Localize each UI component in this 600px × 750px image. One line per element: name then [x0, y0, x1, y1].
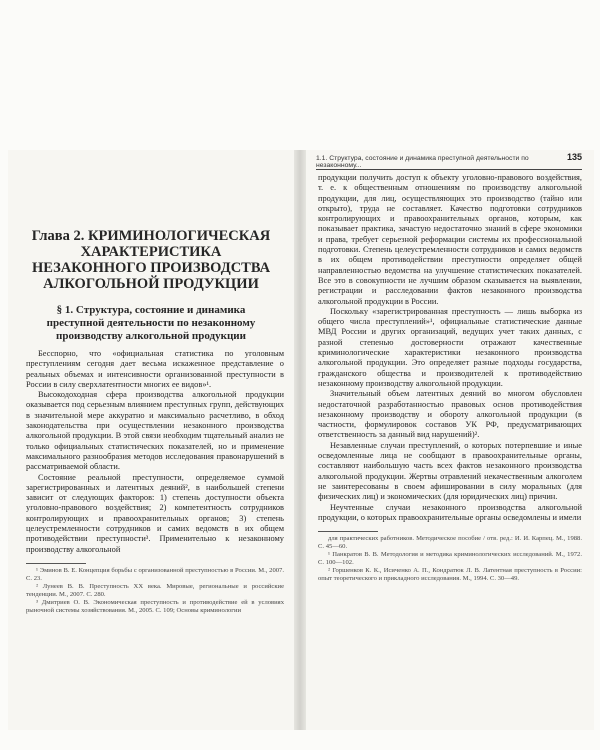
paragraph: продукции получить доступ к объекту уголовно-правового воздействия, т. е. к общественным отношениям по производству алкогольной продукции, для лиц, осуществляющих это производство (тайно или открыто), труда не составляет. Качество подготовки сотрудников контролирующих и правоохранительных органов, которым, как показывает практика, зачастую недостаточно знаний в сфере экономики и права, требует серьезной реформации системы их профессиональной подготовки. Степень целеустремленности сотрудников и самих ведомств в их общем противодействии преступности определяет общей направленностью ведомства на улучшение статистических показателей. Все это в совокупности не лучшим образом сказывается на выявлении, регистрации и расследовании фактов незаконного производства алкогольной продукции в России. [318, 173, 582, 306]
footnote-divider [26, 563, 86, 564]
footnote: ² Горшенков К. К., Исиченко А. П., Кондратюк Л. В. Латентная преступность в России: опыт теоретического и прикладного исследования. М., 1994. С. 30—49. [318, 567, 582, 583]
paragraph: Значительный объем латентных деяний во многом обусловлен недостаточной разработанностью правовых основ противодействия незаконному производству и обороту алкогольной продукции (в частности, формулировок составов УК РФ, предусматривающих ответственность за данный вид нарушений)². [318, 389, 582, 440]
chapter-title: Глава 2. КРИМИНОЛОГИЧЕСКАЯ ХАРАКТЕРИСТИКА НЕЗАКОННОГО ПРОИЗВОДСТВА АЛКОГОЛЬНОЙ ПРОДУКЦИИ [31, 228, 271, 292]
paragraph: Высокодоходная сфера производства алкогольной продукции оказывается под серьезным влиянием преступных групп, действующих в значительной мере аккуратно и максимально расчетливо, в обход законодательства при осуществлении незаконного производства алкогольной продукции. В этой связи необходим тщательный анализ не только официальных статистических показателей, но и применение максимального разнообразия методов исследования правонарушений в рассматриваемой области. [26, 390, 284, 472]
paragraph: Поскольку «зарегистрированная преступность — лишь выборка из общего числа преступлений»¹, официальные статистические данные МВД России и других организаций, ведущих учет таких данных, с разной степенью достоверности отражают качественные криминологические характеристики незаконного производства алкогольной продукции. Это определяет разные подходы государства, гражданского общества и производителей к противодействию незаконному производству алкогольной продукции. [318, 306, 582, 388]
paragraph: Бесспорно, что «официальная статистика по уголовным преступлениям сегодня дает весьма искаженное представление о реальных объемах и интенсивности организованной преступности в России в силу сверхлатентности многих ее видов»¹. [26, 349, 284, 389]
right-page [306, 150, 594, 730]
footnote: для практических работников. Методическое пособие / отв. ред.: И. И. Карпец. М., 1988. С. 45—60. [318, 535, 582, 551]
section-title: § 1. Структура, состояние и динамика преступной деятельности по незаконному производству алкогольной продукции [46, 304, 256, 342]
footnote-divider [318, 531, 378, 532]
left-footnotes [8, 567, 294, 615]
paragraph: Неучтенные случаи незаконного производства алкогольной продукции, о которых правоохранительные органы осведомлены и имели [318, 502, 582, 522]
left-page [8, 150, 294, 730]
footnote: ¹ Эминов В. Е. Концепция борьбы с организованной преступностью в России. М., 2007. С. 23. [26, 566, 284, 582]
page-number: 135 [566, 152, 582, 162]
right-footnotes [306, 535, 594, 583]
running-head [316, 150, 582, 170]
footnote: ³ Дмитриев О. В. Экономическая преступность и противодействие ей в условиях рыночной системы хозяйствования. М., 2005. С. 109; Основы криминологии [26, 598, 284, 614]
running-head-text: 1.1. Структура, состояние и динамика преступной деятельности по незаконному... [316, 155, 529, 169]
book-gutter [294, 150, 306, 730]
paragraph: Незавленные случаи преступлений, о которых потерпевшие и иные осведомленные лица не сообщают в правоохранительные органы, составляют наибольшую часть всех фактов незаконного производства алкогольной продукции. Жертвы отравлений некачественным алкоголем не заинтересованы в своем афишировании в силу моральных (для физических лиц) и экономических (для юридических лиц) причин. [318, 440, 582, 502]
footnote: ² Лунеев В. В. Преступность XX века. Мировые, региональные и российские тенденции. М., 2007. С. 280. [26, 582, 284, 598]
paragraph: Состояние реальной преступности, определяемое суммой зарегистрированных и латентных деяний², в наибольшей степени зависит от следующих факторов: 1) степень доступности объекта уголовно-правового воздействия; 2) компетентность сотрудников контролирующих и правоохранительных органов; 3) степень целеустремленности сотрудников и самих ведомств в их общем противодействии преступности³. Применительно к незаконному производству алкогольной [26, 472, 284, 554]
left-body [8, 349, 294, 555]
right-body [306, 173, 594, 523]
footnote: ¹ Панкратов В. В. Методология и методика криминологических исследований. М., 1972. С. 100—102. [318, 551, 582, 567]
